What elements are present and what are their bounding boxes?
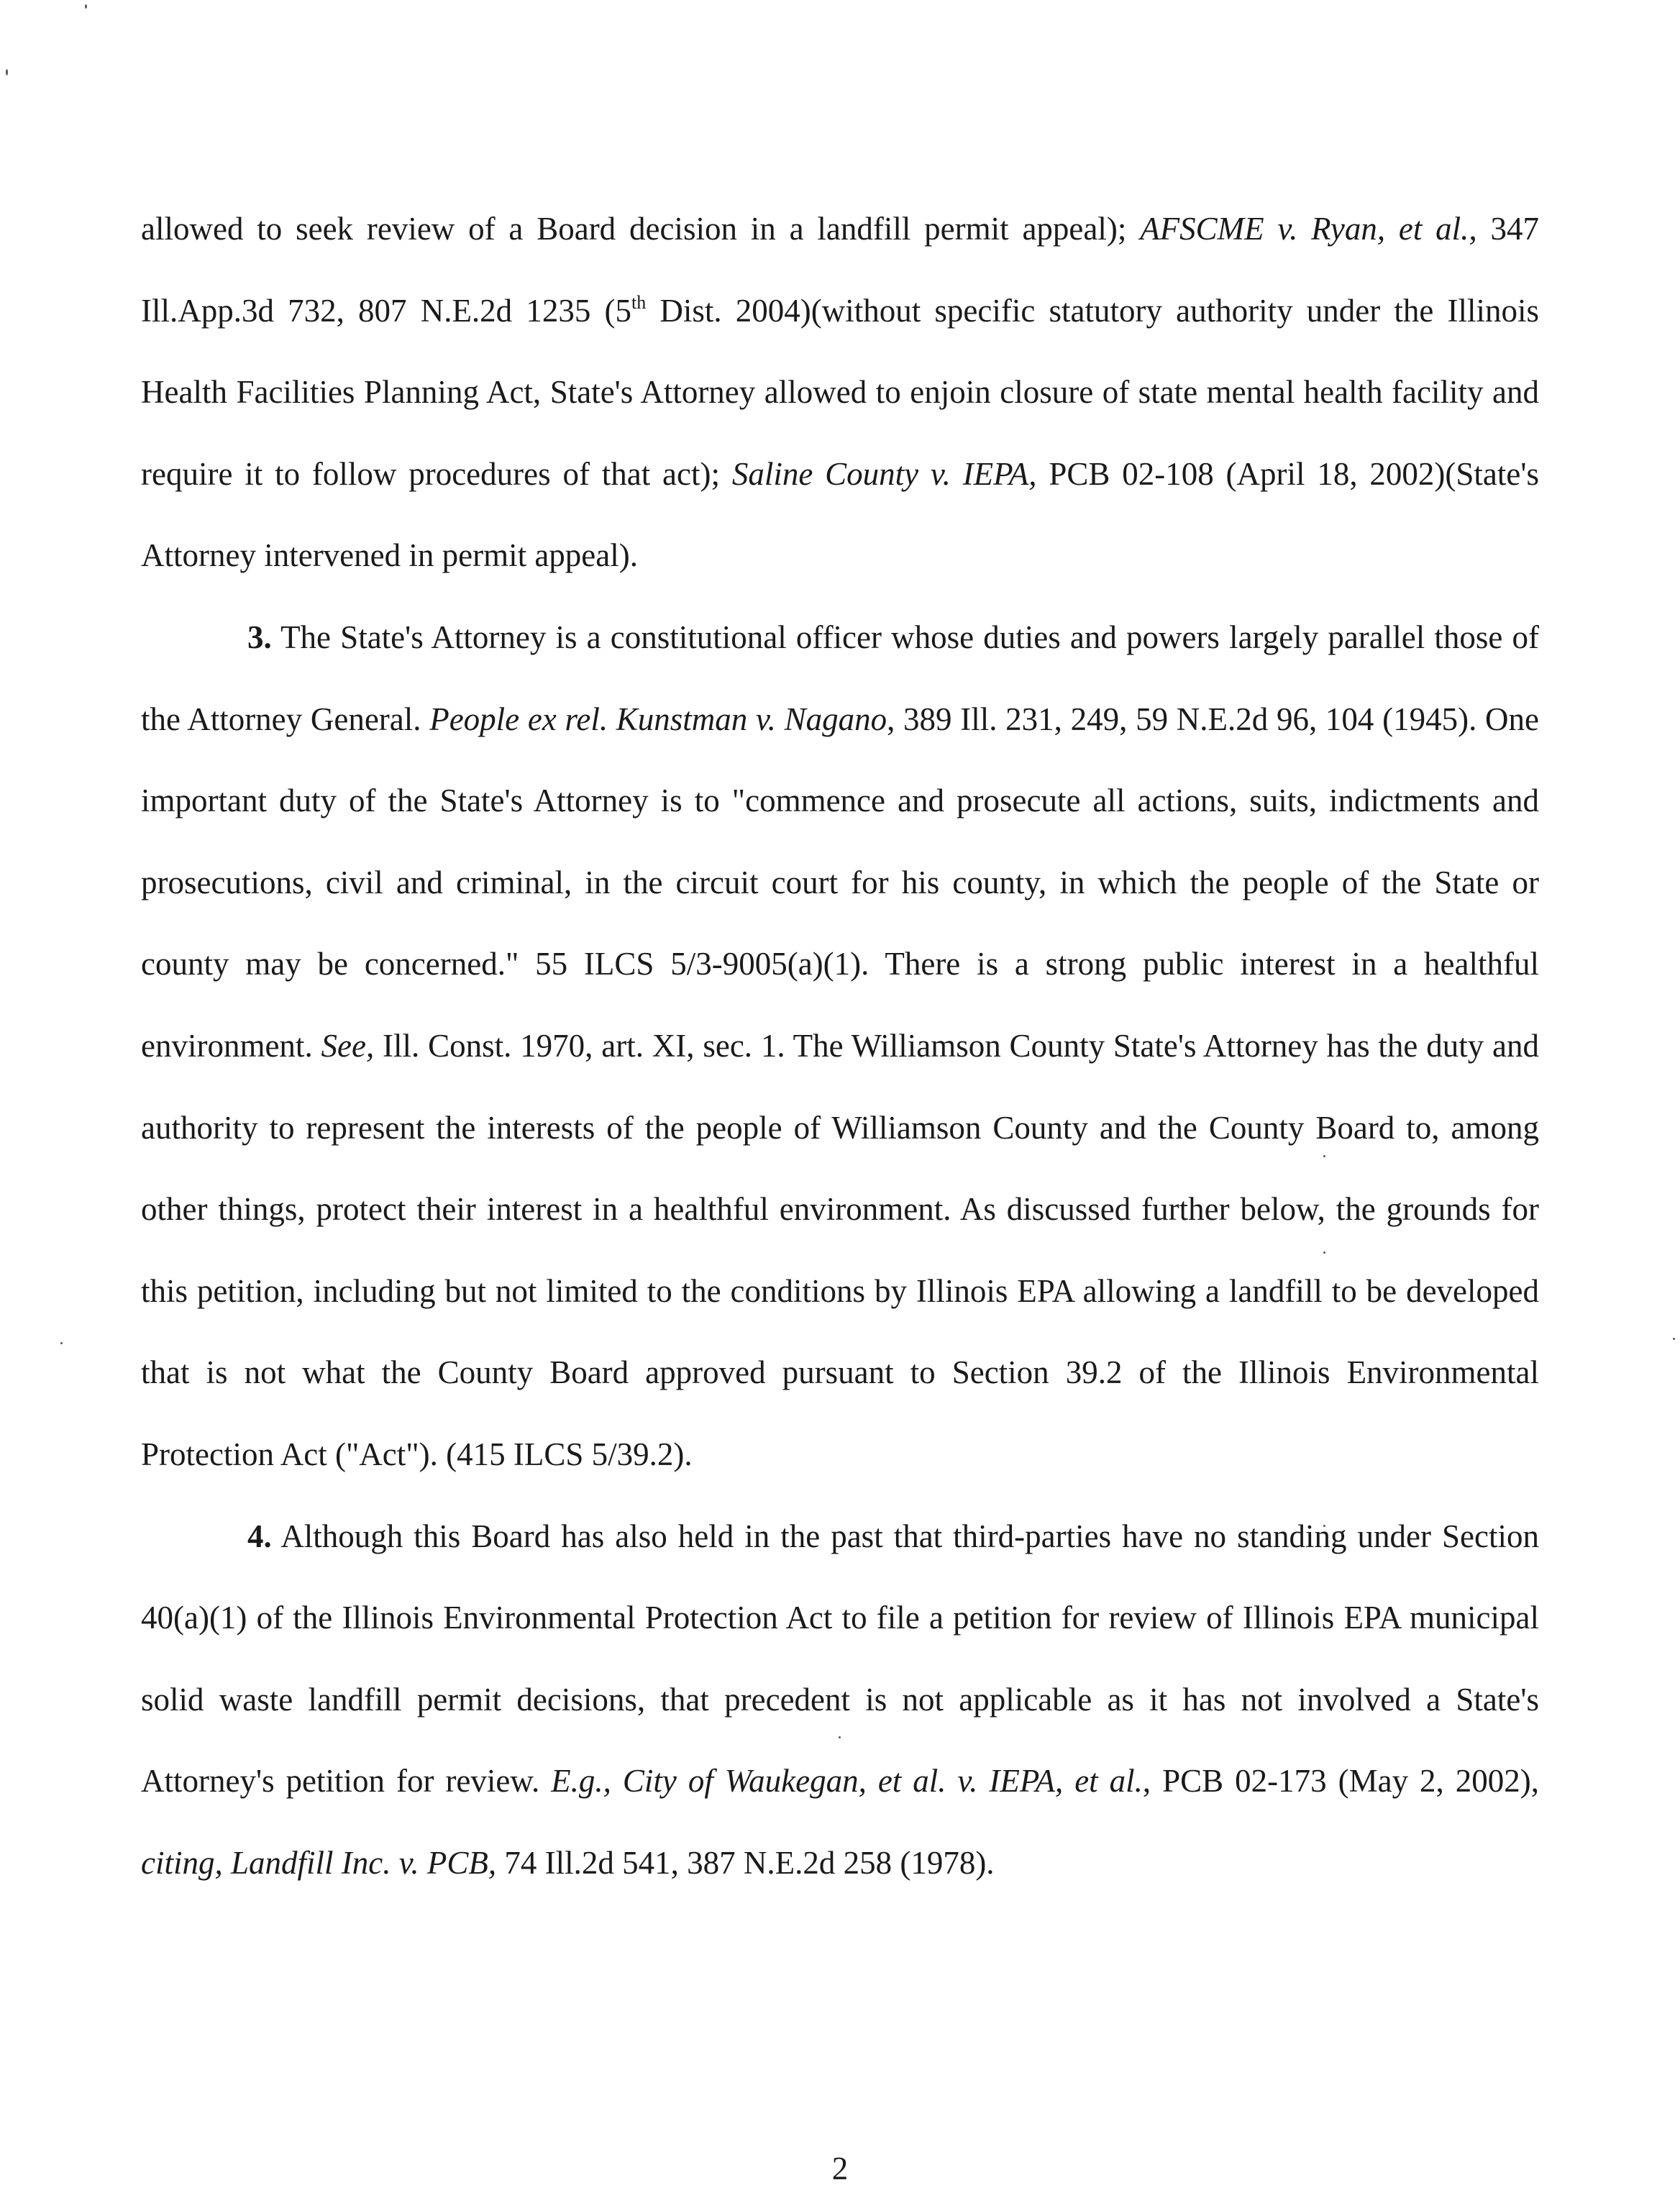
case-citation: See, bbox=[321, 1027, 375, 1064]
case-citation: Saline County v. IEPA, bbox=[731, 455, 1037, 492]
text-run: allowed to seek review of a Board decision in a landfill permit appeal); bbox=[141, 211, 1141, 247]
paragraph-number: 4. bbox=[247, 1518, 272, 1554]
scan-speck bbox=[6, 69, 8, 76]
paragraph-3 bbox=[141, 597, 1539, 1496]
scan-speck bbox=[60, 1342, 63, 1344]
scan-speck bbox=[1673, 1338, 1675, 1340]
text-run: Although this Board has also held in the past that third-parties have no standing under Section 40(a)(1) of the Illinois Environmental Protection Act to file a petition for review of Illinois EPA municipal solid waste landfill permit decisions, that precedent is not applicable as it has not involved a State's Attorney's petition for review. bbox=[141, 1518, 1539, 1800]
text-run: , 389 Ill. 231, 249, 59 N.E.2d 96, 104 (1945). One important duty of the State's Attorney is to "commence and prosecute all actions, suits, indictments and prosecutions, civil and criminal, in the circuit court for his county, in which the people of the State or county may be concerned." 55 ILCS 5/3-9005(a)(1). There is a strong public interest in a healthful environment. bbox=[141, 701, 1539, 1064]
scan-speck bbox=[85, 4, 87, 9]
paragraph-4 bbox=[141, 1496, 1539, 1905]
case-citation: People ex rel. Kunstman v. Nagano bbox=[429, 701, 887, 737]
text-run: , 347 Ill.App.3d 732, 807 N.E.2d 1235 (5 bbox=[141, 211, 1540, 329]
paragraph-number: 3. bbox=[247, 619, 272, 655]
case-citation: AFSCME v. Ryan, et al. bbox=[1140, 211, 1469, 247]
body-text bbox=[141, 188, 1539, 1904]
page-number: 2 bbox=[831, 2151, 849, 2186]
ordinal-superscript: th bbox=[631, 291, 647, 313]
text-run: PCB 02-108 (April 18, 2002)(State's Attorney intervened in permit appeal). bbox=[141, 455, 1540, 574]
case-citation: E.g., City of Waukegan, et al. v. IEPA, et al. bbox=[551, 1763, 1143, 1800]
continuation-paragraph bbox=[141, 188, 1539, 597]
text-run: Ill. Const. 1970, art. XI, sec. 1. The Williamson County State's Attorney has the duty and authority to represent the interests of the people of Williamson County and the County Board to, among other things, protect their interest in a healthful environment. As discussed further below, the grounds for this petition, including but not limited to the conditions by Illinois EPA allowing a landfill to be developed that is not what the County Board approved pursuant to Section 39.2 of the Illinois Environmental Protection Act ("Act"). (415 ILCS 5/39.2). bbox=[141, 1027, 1539, 1472]
text-run: , PCB 02-173 (May 2, 2002), bbox=[1142, 1763, 1539, 1800]
case-citation: citing, Landfill Inc. v. PCB, bbox=[141, 1844, 497, 1881]
text-run: The State's Attorney is a constitutional officer whose duties and powers largely parallel those of the Attorney General. bbox=[141, 619, 1539, 737]
text-run: Dist. 2004)(without specific statutory authority under the Illinois Health Facilities Planning Act, State's Attorney allowed to enjoin closure of state mental health facility and require it to follow procedures of that act); bbox=[141, 292, 1539, 492]
text-run: 74 Ill.2d 541, 387 N.E.2d 258 (1978). bbox=[496, 1844, 995, 1881]
